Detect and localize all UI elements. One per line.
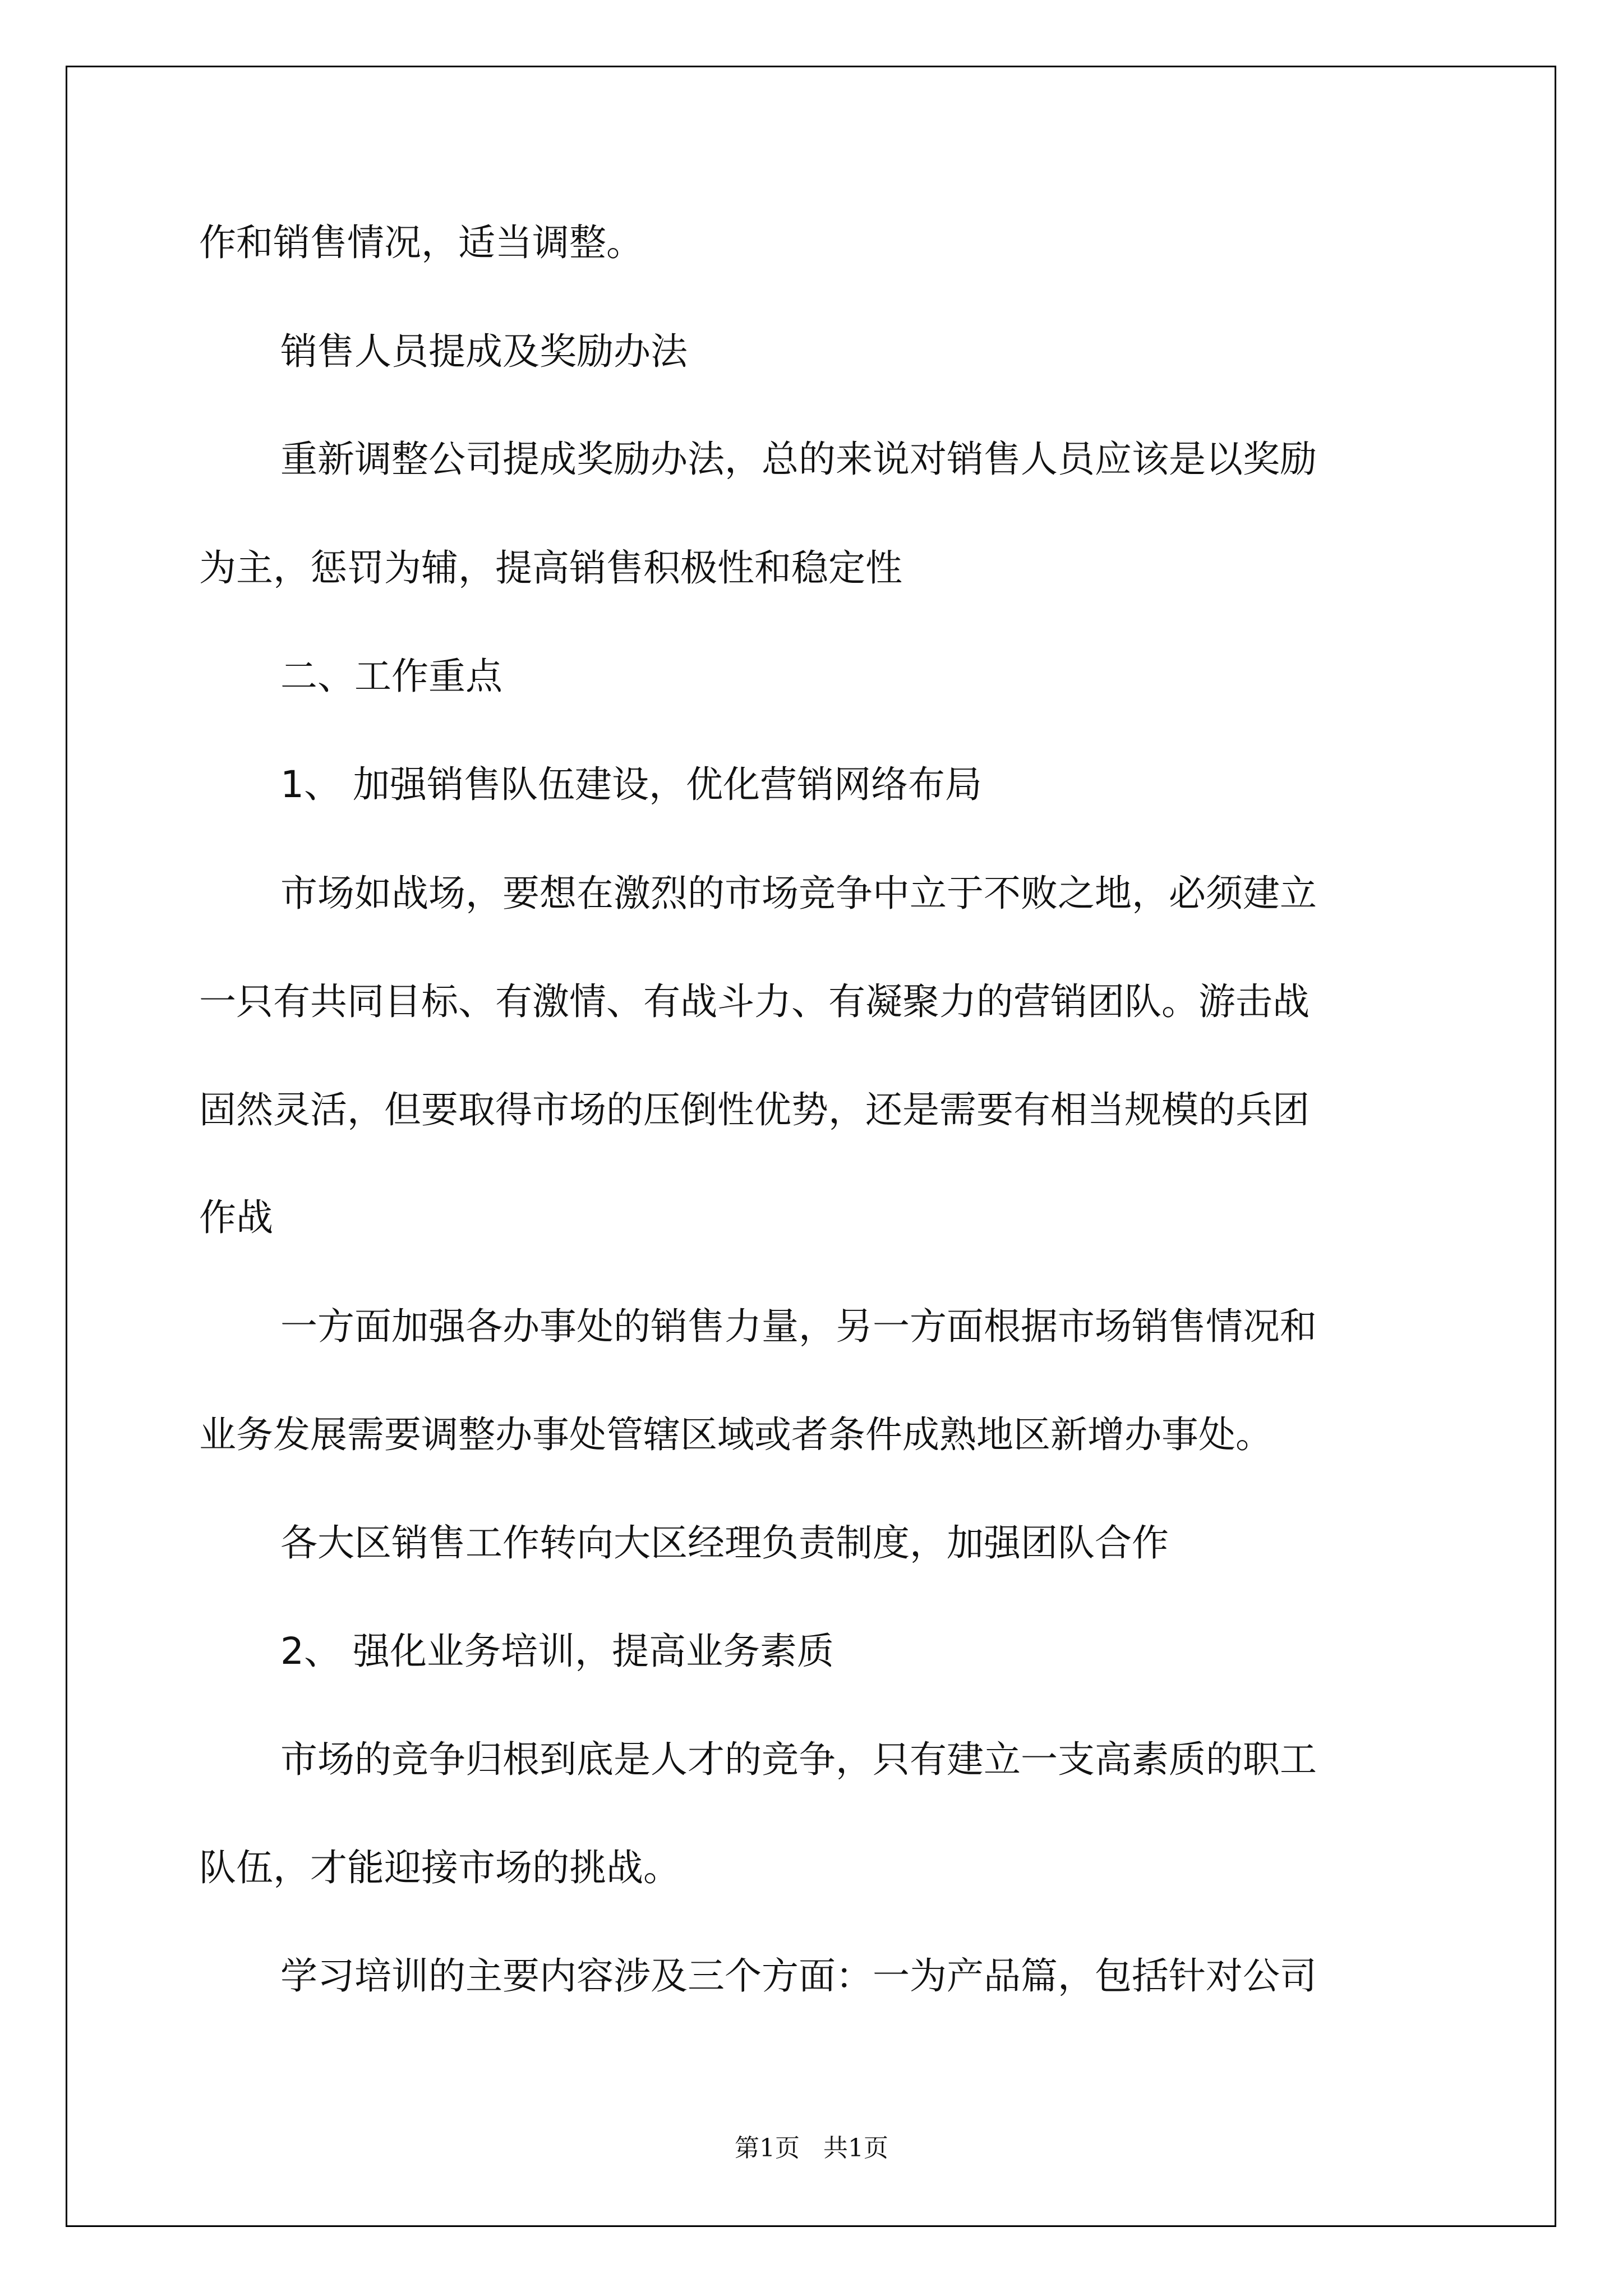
paragraph-line: 业务发展需要调整办事处管辖区域或者条件成熟地区新增办事处。: [199, 1413, 1272, 1456]
page-number: 第1页: [735, 2134, 800, 2162]
paragraph-line: 作和销售情况，适当调整。: [199, 221, 643, 264]
subsection-heading: 1、 加强销售队伍建设，优化营销网络布局: [280, 763, 982, 806]
paragraph-line: 作战: [199, 1196, 273, 1239]
paragraph-line: 学习培训的主要内容涉及三个方面：一为产品篇，包括针对公司: [280, 1954, 1317, 1998]
paragraph-line: 为主，惩罚为辅，提高销售积极性和稳定性: [199, 546, 902, 590]
page-footer: [0, 2128, 1623, 2164]
section-heading: 二、工作重点: [280, 655, 502, 698]
paragraph-line: 各大区销售工作转向大区经理负责制度，加强团队合作: [280, 1521, 1169, 1565]
page-count: 共1页: [823, 2134, 888, 2162]
section-heading: 销售人员提成及奖励办法: [280, 330, 688, 373]
paragraph-line: 队伍，才能迎接市场的挑战。: [199, 1846, 680, 1889]
paragraph-line: 市场的竞争归根到底是人才的竞争，只有建立一支高素质的职工: [280, 1738, 1317, 1781]
page-border: [66, 66, 1556, 2227]
paragraph-line: 一只有共同目标、有激情、有战斗力、有凝聚力的营销团队。游击战: [199, 980, 1310, 1023]
paragraph-line: 固然灵活，但要取得市场的压倒性优势，还是需要有相当规模的兵团: [199, 1088, 1310, 1131]
paragraph-line: 重新调整公司提成奖励办法，总的来说对销售人员应该是以奖励: [280, 438, 1317, 481]
subsection-heading: 2、 强化业务培训，提高业务素质: [280, 1630, 834, 1673]
paragraph-line: 市场如战场，要想在激烈的市场竞争中立于不败之地，必须建立: [280, 872, 1317, 915]
paragraph-line: 一方面加强各办事处的销售力量，另一方面根据市场销售情况和: [280, 1305, 1317, 1348]
